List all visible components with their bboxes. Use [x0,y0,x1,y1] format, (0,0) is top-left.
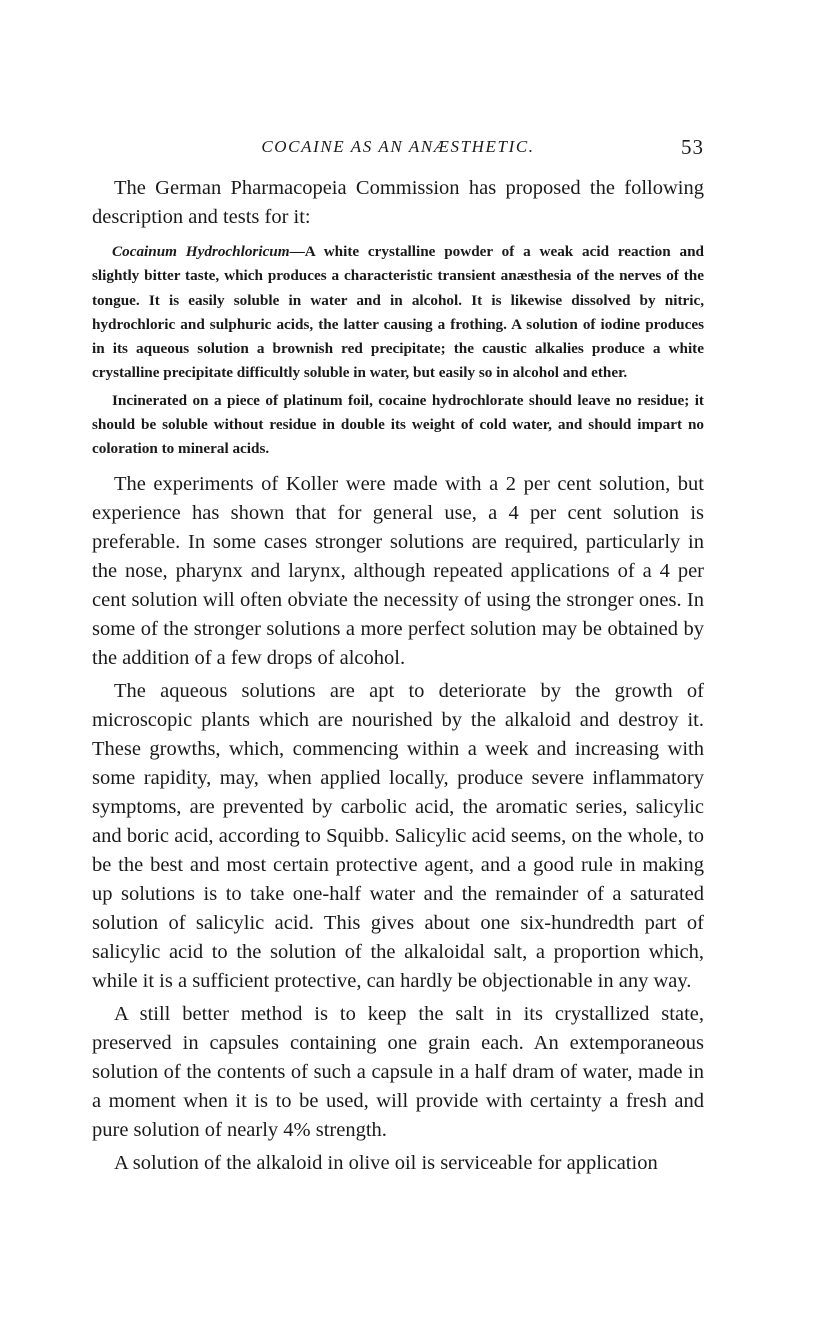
quotation-paragraph-1-text: —A white crystalline powder of a weak acid reaction and slightly bitter taste, which produces a characteristic transient anæsthesia of the nerves of the tongue. It is easily soluble in water and in alcohol. It is likewise dissolved by nitric, hydrochloric and sulphuric acids, the latter causing a frothing. A solution of iodine produces in its aqueous solution a brownish red precipitate; the caustic alkalies produce a white crystalline precipitate difficultly soluble in water, but easily so in alcohol and ether. [92,243,704,382]
quotation-paragraph-1 [92,240,704,386]
body-paragraph-koller: The experiments of Koller were made with a 2 per cent solution, but experience has shown that for general use, a 4 per cent solution is preferable. In some cases stronger solutions are required, particularly in the nose, pharynx and larynx, although repeated applications of a 4 per cent solution will often obviate the necessity of using the stronger ones. In some of the stronger solutions a more perfect solution may be obtained by the addition of a few drops of alcohol. [92,472,704,669]
intro-paragraph: The German Pharmacopeia Commission has proposed the following description and tests for it: [92,177,704,228]
running-head [92,132,704,162]
running-title: COCAINE AS AN ANÆSTHETIC. [261,137,535,156]
pharmacopeia-quotation [92,240,704,462]
drug-name: Cocainum Hydrochloricum [112,243,290,260]
body-paragraph-olive-oil: A solution of the alkaloid in olive oil is serviceable for application [114,1151,658,1174]
body-paragraph-capsules: A still better method is to keep the salt in its crystallized state, preserved in capsules containing one grain each. An extemporaneous solution of the contents of such a capsule in a half dram of water, made in a moment when it is to be used, will provide with certainty a fresh and pure solution of nearly 4% strength. [92,1002,704,1141]
quotation-paragraph-2: Incinerated on a piece of platinum foil, cocaine hydrochlorate should leave no residue; it should be soluble without residue in double its weight of cold water, and should impart no coloration to mineral acids. [92,391,704,458]
body-paragraph-deterioration: The aqueous solutions are apt to deteriorate by the growth of microscopic plants which are nourished by the alkaloid and destroy it. These growths, which, commencing within a week and increasing with some rapidity, may, when applied locally, produce severe inflammatory symptoms, are prevented by carbolic acid, the aromatic series, salicylic and boric acid, according to Squibb. Salicylic acid seems, on the whole, to be the best and most certain protective agent, and a good rule in making up solutions is to take one-half water and the remainder of a saturated solution of salicylic acid. This gives about one six-hundredth part of salicylic acid to the solution of the alkaloidal salt, a proportion which, while it is a sufficient protective, can hardly be objectionable in any way. [92,679,704,992]
page-number: 53 [681,135,704,159]
body-text [92,174,704,1178]
